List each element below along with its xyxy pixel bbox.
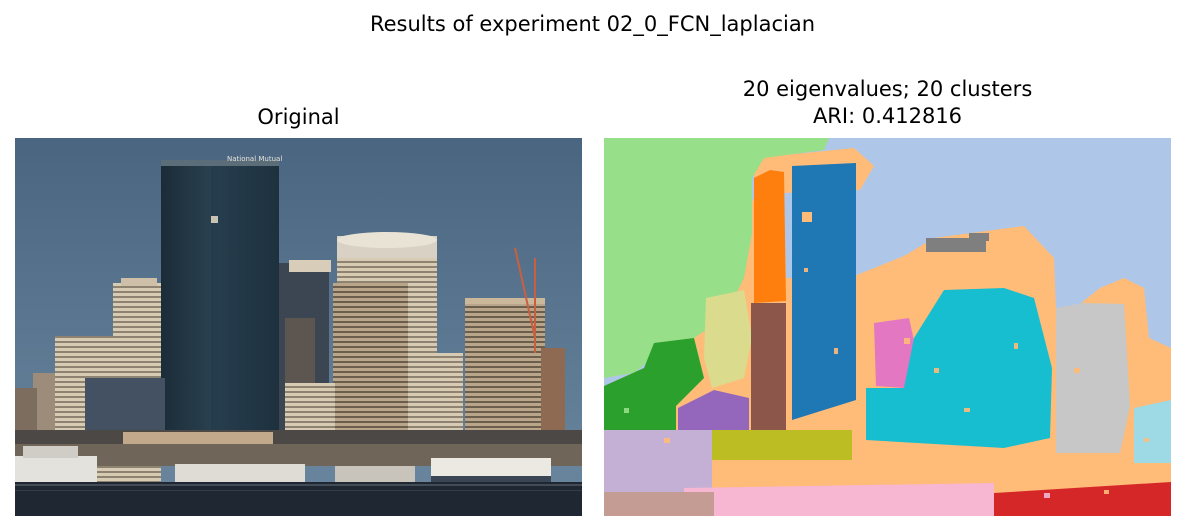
harbour-water — [15, 482, 582, 516]
right-panel-title-line2: ARI: 0.412816 — [812, 104, 963, 128]
segmentation-map — [604, 138, 1171, 516]
original-photo — [15, 138, 582, 516]
right-panel-title — [604, 76, 1171, 130]
left-panel-title: Original — [257, 105, 340, 129]
figure-title: Results of experiment 02_0_FCN_laplacian — [369, 12, 816, 36]
right-panel-title-line1: 20 eigenvalues; 20 clusters — [742, 77, 1033, 101]
rooftop-sign: National Mutual — [227, 155, 283, 163]
